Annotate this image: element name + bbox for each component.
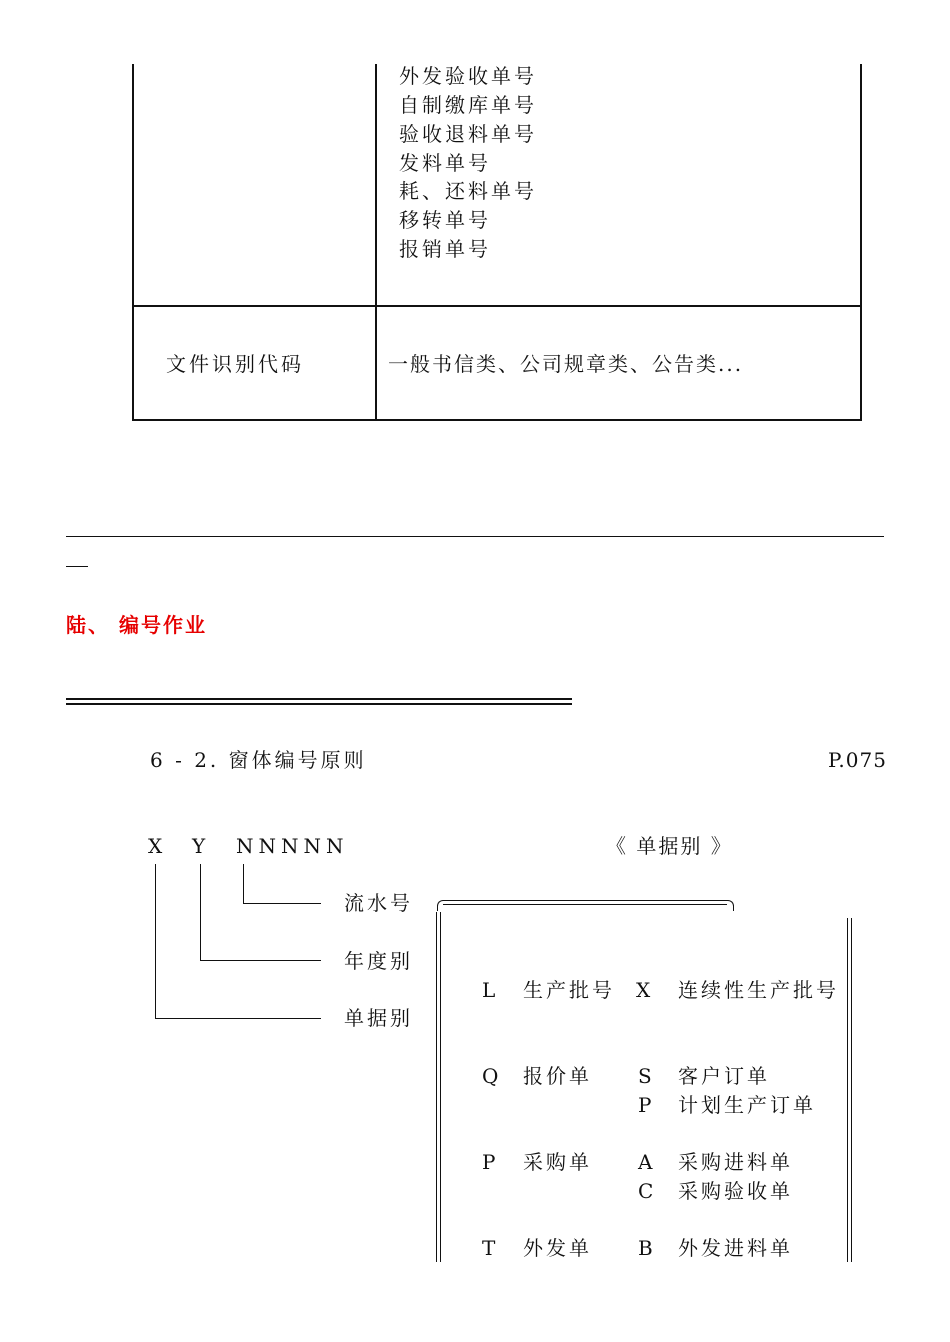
doc-box-right-border-a	[847, 918, 848, 1262]
section-title: 陆、 编号作业	[66, 613, 207, 637]
file-code-label: 文件识别代码	[166, 352, 304, 376]
doc-list-item: 自制缴库单号	[399, 93, 537, 117]
connector-n-vertical	[243, 864, 244, 904]
doc-box-top-right-corner	[725, 900, 734, 911]
section-separator-line	[66, 536, 884, 537]
code-y: Y	[192, 834, 214, 858]
label-doc: 单据别	[344, 1006, 413, 1030]
doc-subtype-name: 计划生产订单	[678, 1093, 816, 1117]
table-bottom-border	[132, 419, 862, 421]
doc-type-code: T	[482, 1236, 499, 1260]
double-rule-bottom	[66, 703, 572, 705]
double-rule-top	[66, 698, 572, 700]
doc-box-left-border-b	[440, 912, 441, 1262]
table-right-border	[860, 64, 862, 421]
doc-subtype-code: B	[638, 1236, 656, 1260]
connector-y-horizontal	[200, 960, 321, 961]
doc-type-name: 采购单	[523, 1150, 592, 1174]
doc-type-name: 外发单	[523, 1236, 592, 1260]
connector-x-vertical	[155, 864, 156, 1019]
doc-box-top-rule-b	[443, 904, 727, 905]
doc-subtype-name: 外发进料单	[678, 1236, 793, 1260]
doc-type-code: Q	[482, 1064, 502, 1088]
page-reference: P.075	[828, 748, 887, 772]
doc-box-left-border-a	[436, 912, 437, 1262]
doc-list-item: 报销单号	[399, 237, 491, 261]
doc-list-item: 移转单号	[399, 208, 491, 232]
doc-subtype-name: 采购验收单	[678, 1179, 793, 1203]
table-row-divider	[132, 305, 862, 307]
doc-list-item: 外发验收单号	[399, 64, 537, 88]
doc-list-item: 验收退料单号	[399, 122, 537, 146]
doc-subtype-code: C	[638, 1179, 657, 1203]
doc-subtype-name: 客户订单	[678, 1064, 770, 1088]
connector-n-horizontal	[243, 903, 321, 904]
doc-type-header: 《 单据别 》	[606, 834, 733, 858]
doc-box-top-left-corner	[437, 900, 446, 911]
doc-type-code: L	[482, 978, 499, 1002]
label-year: 年度别	[344, 949, 413, 973]
doc-subtype-name: 采购进料单	[678, 1150, 793, 1174]
table-left-border	[132, 64, 134, 421]
doc-subtype-code: A	[638, 1150, 656, 1174]
doc-box-right-border-b	[851, 918, 852, 1262]
doc-subtype-code: S	[638, 1064, 655, 1088]
connector-y-vertical	[200, 864, 201, 961]
file-code-value: 一般书信类、公司规章类、公告类...	[388, 352, 744, 376]
doc-list-item: 发料单号	[399, 151, 491, 175]
code-x: X	[148, 834, 171, 858]
table-middle-border	[375, 64, 377, 421]
doc-subtype-name: 连续性生产批号	[678, 978, 839, 1002]
doc-subtype-code: P	[638, 1093, 655, 1117]
section-separator-tail	[66, 566, 88, 567]
doc-type-code: P	[482, 1150, 499, 1174]
subsection-title: 6 - 2. 窗体编号原则	[150, 748, 367, 772]
doc-subtype-code: X	[636, 978, 654, 1002]
doc-box-top-rule-a	[443, 900, 727, 901]
connector-x-horizontal	[155, 1018, 321, 1019]
doc-list-item: 耗、还料单号	[399, 179, 537, 203]
label-serial: 流水号	[344, 891, 413, 915]
doc-type-name: 生产批号	[523, 978, 615, 1002]
doc-type-name: 报价单	[523, 1064, 592, 1088]
code-n: NNNNN	[236, 834, 349, 858]
